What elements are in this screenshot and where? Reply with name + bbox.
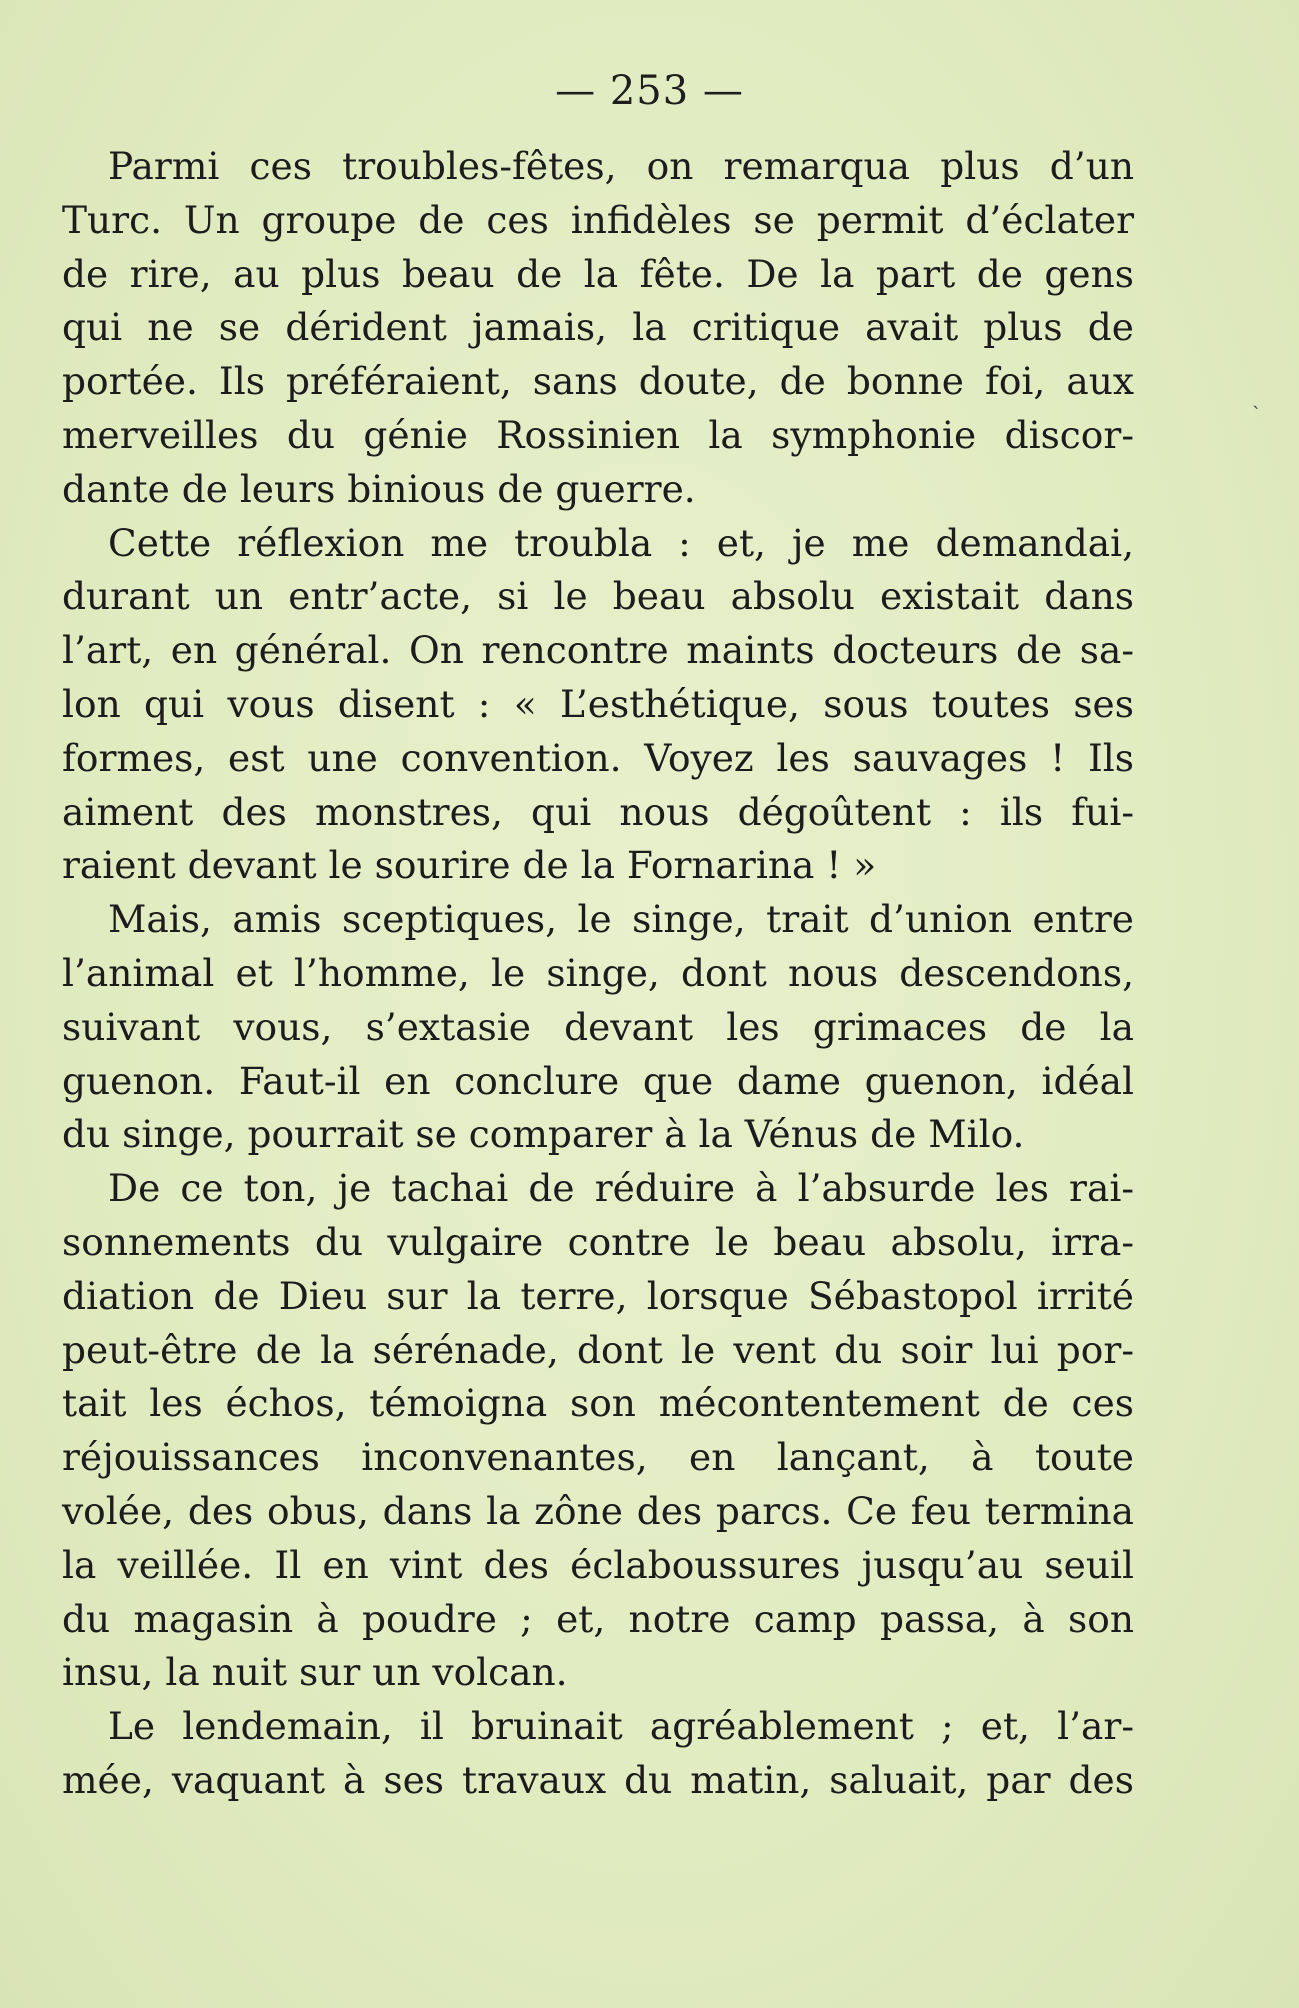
text-line: qui ne se dérident jamais, la critique avait plus de xyxy=(62,305,1134,350)
text-line: suivant vous, s’extasie devant les grimaces de la xyxy=(62,1004,1134,1049)
text-line: durant un entr’acte, si le beau absolu existait dans xyxy=(62,574,1134,619)
text-line: Cette réflexion me troubla : et, je me demandai, xyxy=(108,520,1134,565)
text-line: Mais, amis sceptiques, le singe, trait d’union entre xyxy=(108,897,1134,942)
text-line: l’animal et l’homme, le singe, dont nous descendons, xyxy=(62,950,1134,995)
text-line: insu, la nuit sur un volcan. xyxy=(62,1650,568,1695)
text-line: du singe, pourrait se comparer à la Vénus de Milo. xyxy=(62,1112,1025,1157)
text-line: peut-être de la sérénade, dont le vent du soir lui por- xyxy=(62,1327,1134,1372)
body-text xyxy=(62,140,1134,1808)
text-line: du magasin à poudre ; et, notre camp passa, à son xyxy=(62,1596,1134,1641)
text-line: volée, des obus, dans la zône des parcs. Ce feu termina xyxy=(62,1488,1134,1533)
text-line: merveilles du génie Rossinien la symphonie discor- xyxy=(62,412,1134,457)
text-line: formes, est une convention. Voyez les sauvages ! Ils xyxy=(62,735,1134,780)
text-line: mée, vaquant à ses travaux du matin, saluait, par des xyxy=(62,1757,1134,1802)
text-line: Turc. Un groupe de ces infidèles se permit d’éclater xyxy=(62,197,1134,242)
margin-mark: ˴ xyxy=(1252,393,1260,418)
text-line: aiment des monstres, qui nous dégoûtent : ils fui- xyxy=(62,789,1134,834)
text-line: guenon. Faut-il en conclure que dame guenon, idéal xyxy=(62,1058,1134,1103)
text-line: réjouissances inconvenantes, en lançant, à toute xyxy=(62,1435,1134,1480)
text-line: de rire, au plus beau de la fête. De la part de gens xyxy=(62,251,1134,296)
text-line: tait les échos, témoigna son mécontentement de ces xyxy=(62,1381,1134,1426)
text-line: raient devant le sourire de la Fornarina ! » xyxy=(62,843,877,888)
text-line: dante de leurs binious de guerre. xyxy=(62,466,696,511)
text-line: sonnements du vulgaire contre le beau absolu, irra- xyxy=(62,1219,1134,1264)
text-line: Parmi ces troubles-fêtes, on remarqua plus d’un xyxy=(108,144,1134,188)
text-line: Le lendemain, il bruinait agréablement ; et, l’ar- xyxy=(108,1704,1134,1749)
text-line: portée. Ils préféraient, sans doute, de bonne foi, aux xyxy=(62,359,1134,404)
text-line: la veillée. Il en vint des éclaboussures jusqu’au seuil xyxy=(62,1542,1134,1587)
text-line: De ce ton, je tachai de réduire à l’absurde les rai- xyxy=(108,1166,1134,1211)
text-line: diation de Dieu sur la terre, lorsque Sébastopol irrité xyxy=(62,1273,1134,1318)
text-line: l’art, en général. On rencontre maints docteurs de sa- xyxy=(62,628,1134,673)
page-number: — 253 — xyxy=(555,68,744,114)
text-line: lon qui vous disent : « L’esthétique, sous toutes ses xyxy=(62,681,1134,726)
